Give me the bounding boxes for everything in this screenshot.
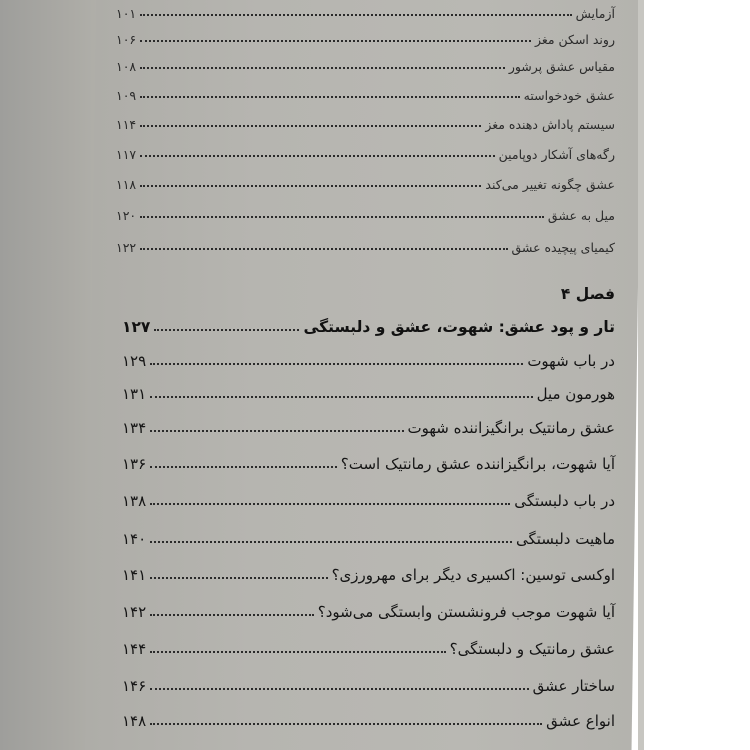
toc-entry-page: ۱۴۰: [122, 530, 147, 548]
toc-entry: [116, 208, 615, 223]
toc-entry: [116, 32, 615, 47]
leader-dots: [150, 395, 532, 398]
toc-entry: [122, 352, 615, 370]
toc-entry-page: ۱۱۸: [116, 177, 137, 192]
leader-dots: [150, 687, 528, 690]
toc-entry-title: عشق چگونه تغییر می‌کند: [485, 177, 615, 192]
leader-dots: [150, 576, 327, 579]
toc-entry-title: آیا شهوت، برانگیزاننده عشق رمانتیک است؟: [340, 455, 615, 473]
leader-dots: [150, 502, 510, 505]
leader-dots: [150, 362, 523, 365]
leader-dots: [150, 613, 314, 616]
chapter-heading: فصل ۴: [560, 285, 615, 303]
toc-entry: [116, 88, 615, 103]
leader-dots: [150, 650, 446, 653]
leader-dots: [140, 184, 481, 187]
toc-entry-page: ۱۲۷: [122, 318, 151, 336]
toc-entry: [122, 318, 615, 336]
toc-entry: [122, 603, 615, 621]
toc-entry-title: انواع عشق: [546, 712, 615, 730]
toc-entry-title: عشق خودخواسته: [523, 88, 615, 103]
leader-dots: [140, 247, 507, 250]
toc-entry-page: ۱۰۹: [116, 88, 137, 103]
leader-dots: [150, 465, 337, 468]
toc-entry-page: ۱۰۶: [116, 32, 137, 47]
toc-entry-page: ۱۴۶: [122, 677, 147, 695]
toc-entry: [122, 677, 615, 695]
toc-entry: [116, 147, 615, 162]
leader-dots: [150, 429, 403, 432]
leader-dots: [154, 328, 299, 331]
leader-dots: [150, 540, 512, 543]
leader-dots: [140, 215, 544, 218]
toc-entry-title: آزمایش: [575, 6, 615, 21]
toc-entry: [122, 385, 615, 403]
toc-entry: [116, 177, 615, 192]
toc-entry: [122, 455, 615, 473]
leader-dots: [140, 66, 505, 69]
toc-entry: [116, 117, 615, 132]
toc-entry-page: ۱۲۰: [116, 208, 137, 223]
toc-entry-title: هورمون میل: [536, 385, 615, 403]
toc-entry-title: میل به عشق: [547, 208, 615, 223]
toc-entry-page: ۱۲۹: [122, 352, 147, 370]
toc-entry-page: ۱۳۸: [122, 492, 147, 510]
toc-entry: [116, 59, 615, 74]
toc-entry-title: آیا شهوت موجب فرونشستن وابستگی می‌شود؟: [317, 603, 615, 621]
toc-entry: [122, 640, 615, 658]
toc-entry-title: مقیاس عشق پرشور: [508, 59, 615, 74]
toc-entry: [122, 419, 615, 437]
leader-dots: [140, 95, 519, 98]
toc-entry-page: ۱۴۲: [122, 603, 147, 621]
toc-entry-page: ۱۲۲: [116, 240, 137, 255]
toc-entry-title: رگه‌های آشکار دوپامین: [498, 147, 615, 162]
leader-dots: [150, 722, 542, 725]
toc-entry: [122, 712, 615, 730]
toc-entry-title: سیستم پاداش دهنده مغز: [485, 117, 615, 132]
toc-entry-title: عشق رمانتیک برانگیزاننده شهوت: [407, 419, 615, 437]
toc-entry: [122, 492, 615, 510]
toc-entry-title: کیمیای پیچیده عشق: [511, 240, 615, 255]
toc-entry: [116, 6, 615, 21]
toc-entry-title: تار و پود عشق: شهوت، عشق و دلبستگی: [303, 318, 615, 336]
leader-dots: [140, 13, 571, 16]
leader-dots: [140, 124, 481, 127]
toc-entry-page: ۱۳۴: [122, 419, 147, 437]
toc-entry: [122, 566, 615, 584]
leader-dots: [140, 39, 531, 42]
toc-entry-page: ۱۴۸: [122, 712, 147, 730]
toc-entry-page: ۱۰۸: [116, 59, 137, 74]
toc-entry-title: ماهیت دلبستگی: [515, 530, 615, 548]
toc-entry: [122, 530, 615, 548]
toc-entry-title: عشق رمانتیک و دلبستگی؟: [449, 640, 615, 658]
toc-entry-title: ساختار عشق: [532, 677, 615, 695]
toc-entry-title: اوکسی توسین: اکسیری دیگر برای مهرورزی؟: [331, 566, 615, 584]
toc-entry-title: در باب دلبستگی: [514, 492, 615, 510]
toc-entry-title: در باب شهوت: [527, 352, 615, 370]
toc-entry-page: ۱۱۴: [116, 117, 137, 132]
toc-entry-title: روند اسکن مغز: [534, 32, 615, 47]
toc-entry-page: ۱۴۱: [122, 566, 147, 584]
leader-dots: [140, 154, 494, 157]
toc-entry: [116, 240, 615, 255]
toc-entry-page: ۱۱۷: [116, 147, 137, 162]
toc-entry-page: ۱۴۴: [122, 640, 147, 658]
toc-entry-page: ۱۳۱: [122, 385, 147, 403]
toc-entry-page: ۱۳۶: [122, 455, 147, 473]
toc-entry-page: ۱۰۱: [116, 6, 137, 21]
